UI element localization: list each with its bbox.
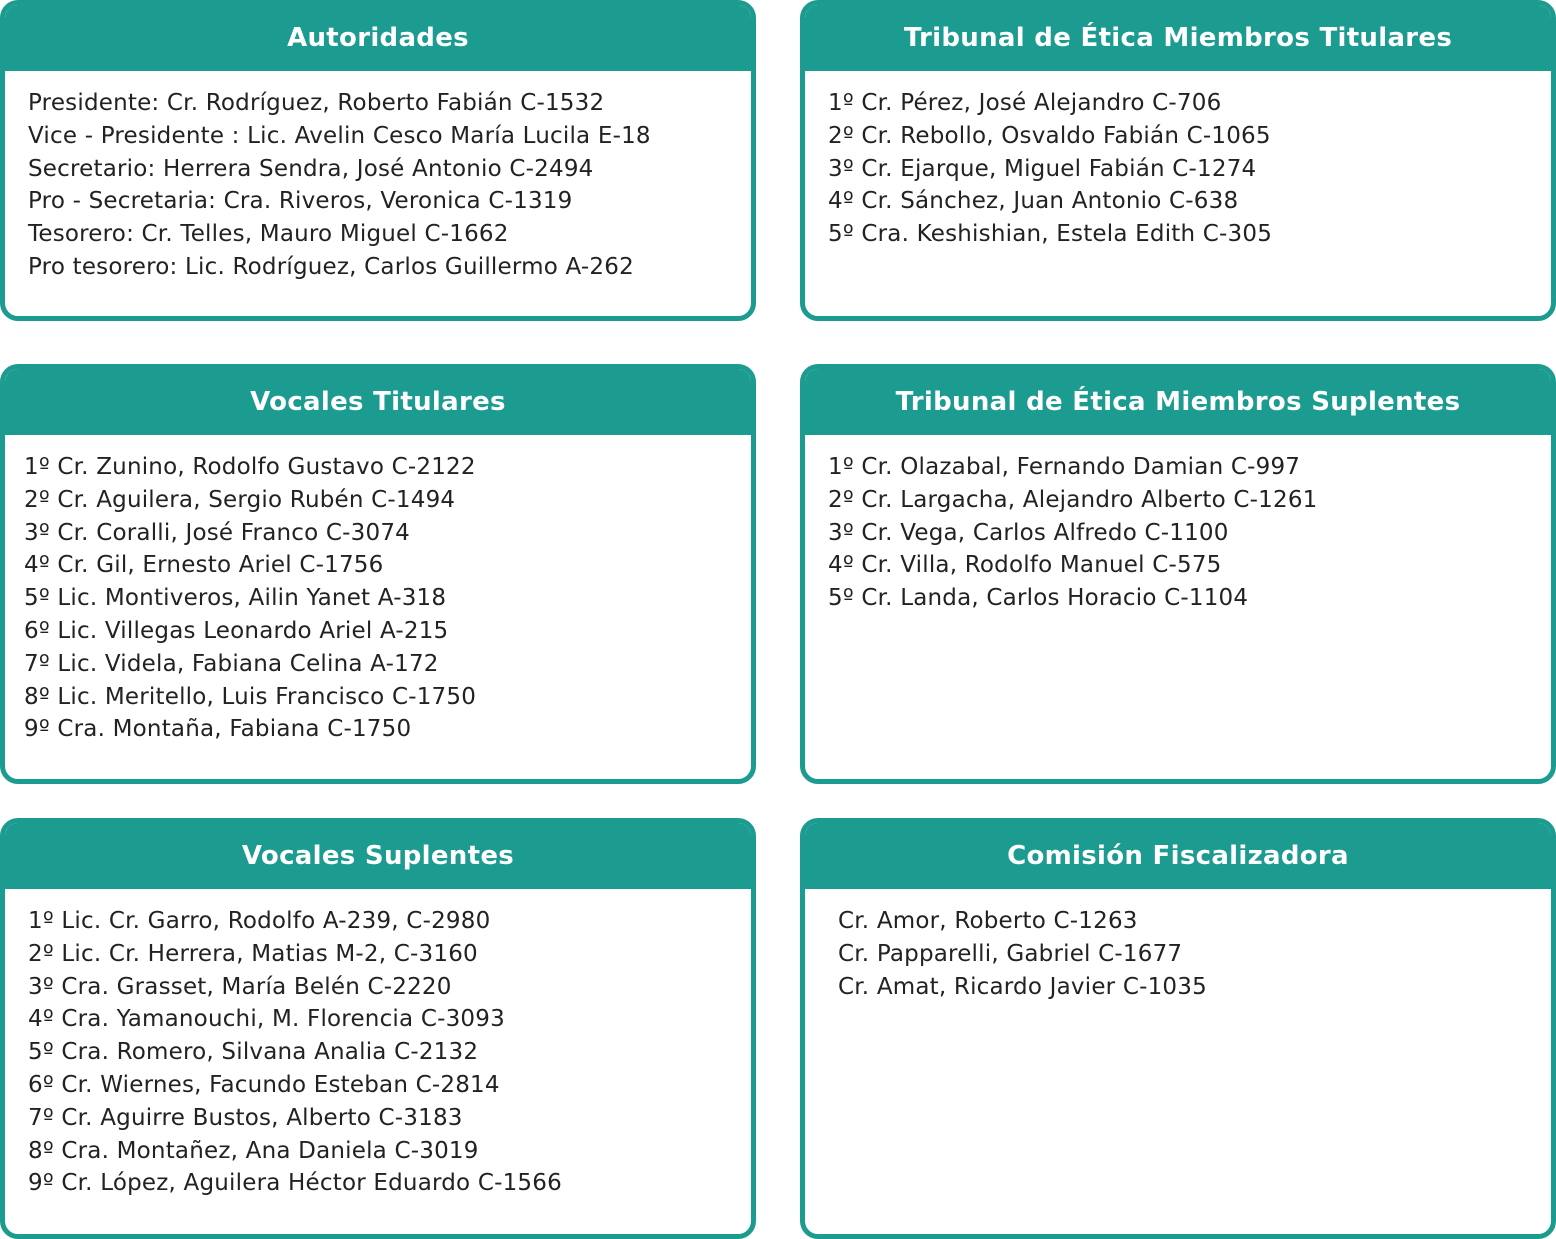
tribunal-titulares-item: 3º Cr. Ejarque, Miguel Fabián C-1274 bbox=[828, 155, 1257, 182]
autoridades-item: Secretario: Herrera Sendra, José Antonio C-2494 bbox=[28, 155, 594, 182]
tribunal-suplentes-item: 5º Cr. Landa, Carlos Horacio C-1104 bbox=[828, 585, 1249, 612]
autoridades-item: Pro tesorero: Lic. Rodríguez, Carlos Guillermo A-262 bbox=[28, 253, 634, 280]
tribunal-suplentes-card bbox=[800, 364, 1556, 784]
vocales-suplentes-item: 2º Lic. Cr. Herrera, Matias M-2, C-3160 bbox=[28, 940, 478, 967]
vocales-suplentes-item: 6º Cr. Wiernes, Facundo Esteban C-2814 bbox=[28, 1071, 500, 1098]
vocales-suplentes-item: 4º Cra. Yamanouchi, M. Florencia C-3093 bbox=[28, 1006, 505, 1033]
comision-fiscalizadora-item: Cr. Amor, Roberto C-1263 bbox=[838, 908, 1138, 934]
vocales-titulares-list bbox=[5, 435, 751, 746]
vocales-titulares-item: 2º Cr. Aguilera, Sergio Rubén C-1494 bbox=[24, 486, 456, 513]
vocales-titulares-item: 1º Cr. Zunino, Rodolfo Gustavo C-2122 bbox=[24, 454, 476, 480]
comision-fiscalizadora-card bbox=[800, 818, 1556, 1239]
tribunal-titulares-item: 5º Cra. Keshishian, Estela Edith C-305 bbox=[828, 221, 1273, 248]
comision-fiscalizadora-list bbox=[805, 889, 1551, 1003]
tribunal-titulares-card bbox=[800, 0, 1556, 321]
tribunal-suplentes-title: Tribunal de Ética Miembros Suplentes bbox=[805, 369, 1551, 435]
comision-fiscalizadora-title: Comisión Fiscalizadora bbox=[805, 823, 1551, 889]
vocales-titulares-item: 8º Lic. Meritello, Luis Francisco C-1750 bbox=[24, 683, 477, 710]
tribunal-suplentes-item: 1º Cr. Olazabal, Fernando Damian C-997 bbox=[828, 454, 1301, 480]
comision-fiscalizadora-item: Cr. Papparelli, Gabriel C-1677 bbox=[838, 940, 1183, 967]
tribunal-suplentes-item: 4º Cr. Villa, Rodolfo Manuel C-575 bbox=[828, 552, 1222, 579]
vocales-titulares-card bbox=[0, 364, 756, 784]
tribunal-titulares-title: Tribunal de Ética Miembros Titulares bbox=[805, 5, 1551, 71]
vocales-titulares-item: 3º Cr. Coralli, José Franco C-3074 bbox=[24, 519, 410, 546]
tribunal-titulares-item: 1º Cr. Pérez, José Alejandro C-706 bbox=[828, 90, 1222, 116]
autoridades-item: Tesorero: Cr. Telles, Mauro Miguel C-1662 bbox=[28, 221, 509, 248]
vocales-titulares-item: 5º Lic. Montiveros, Ailin Yanet A-318 bbox=[24, 585, 447, 612]
vocales-suplentes-list bbox=[5, 889, 751, 1200]
autoridades-title: Autoridades bbox=[5, 5, 751, 71]
tribunal-titulares-item: 2º Cr. Rebollo, Osvaldo Fabián C-1065 bbox=[828, 122, 1271, 149]
comision-fiscalizadora-item: Cr. Amat, Ricardo Javier C-1035 bbox=[838, 973, 1207, 1000]
tribunal-titulares-item: 4º Cr. Sánchez, Juan Antonio C-638 bbox=[828, 188, 1239, 215]
tribunal-titulares-list bbox=[805, 71, 1551, 251]
autoridades-card bbox=[0, 0, 756, 321]
tribunal-suplentes-list bbox=[805, 435, 1551, 615]
vocales-titulares-item: 9º Cra. Montaña, Fabiana C-1750 bbox=[24, 716, 412, 743]
vocales-titulares-item: 7º Lic. Videla, Fabiana Celina A-172 bbox=[24, 650, 439, 677]
autoridades-list bbox=[5, 71, 751, 284]
tribunal-suplentes-item: 2º Cr. Largacha, Alejandro Alberto C-1261 bbox=[828, 486, 1318, 513]
vocales-suplentes-item: 8º Cra. Montañez, Ana Daniela C-3019 bbox=[28, 1137, 479, 1164]
vocales-titulares-item: 4º Cr. Gil, Ernesto Ariel C-1756 bbox=[24, 552, 384, 579]
vocales-suplentes-item: 1º Lic. Cr. Garro, Rodolfo A-239, C-2980 bbox=[28, 908, 491, 934]
vocales-suplentes-title: Vocales Suplentes bbox=[5, 823, 751, 889]
vocales-suplentes-item: 3º Cra. Grasset, María Belén C-2220 bbox=[28, 973, 452, 1000]
autoridades-item: Presidente: Cr. Rodríguez, Roberto Fabián C-1532 bbox=[28, 90, 605, 116]
vocales-titulares-item: 6º Lic. Villegas Leonardo Ariel A-215 bbox=[24, 617, 449, 644]
autoridades-item: Pro - Secretaria: Cra. Riveros, Veronica C-1319 bbox=[28, 188, 573, 215]
autoridades-item: Vice - Presidente : Lic. Avelin Cesco María Lucila E-18 bbox=[28, 122, 651, 149]
vocales-suplentes-card bbox=[0, 818, 756, 1239]
tribunal-suplentes-item: 3º Cr. Vega, Carlos Alfredo C-1100 bbox=[828, 519, 1229, 546]
vocales-suplentes-item: 9º Cr. López, Aguilera Héctor Eduardo C-1566 bbox=[28, 1170, 562, 1197]
vocales-suplentes-item: 5º Cra. Romero, Silvana Analia C-2132 bbox=[28, 1039, 479, 1066]
vocales-suplentes-item: 7º Cr. Aguirre Bustos, Alberto C-3183 bbox=[28, 1104, 463, 1131]
vocales-titulares-title: Vocales Titulares bbox=[5, 369, 751, 435]
